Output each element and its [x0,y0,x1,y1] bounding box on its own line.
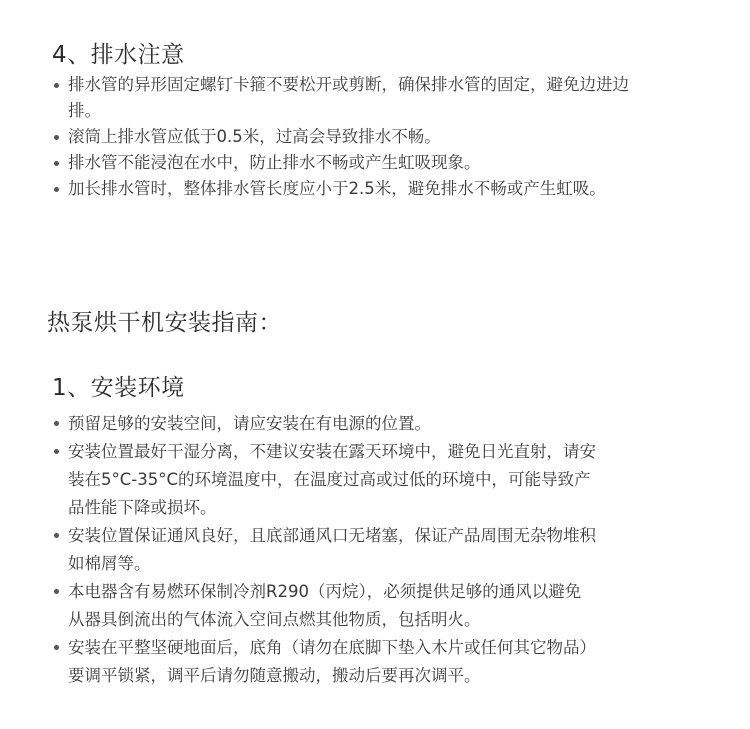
list-item-line: 如棉屑等。 [68,554,151,573]
list-item [54,578,674,634]
install-section-heading: 1、安装环境 [52,375,185,401]
list-item-line: 预留足够的安装空间，请应安装在有电源的位置。 [68,414,431,433]
list-item-line: 本电器含有易燃环保制冷剂R290（丙烷），必须提供足够的通风以避免 [68,582,582,601]
list-item-line: 品性能下降或损坏。 [68,498,217,517]
bullet-dot-icon [54,645,59,650]
list-item [54,634,674,690]
list-item-line: 加长排水管时，整体排水管长度应小于2.5米，避免排水不畅或产生虹吸。 [68,179,606,198]
list-item [54,410,674,438]
bullet-dot-icon [54,161,59,166]
list-item-line: 从器具倒流出的气体流入空间点燃其他物质，包括明火。 [68,610,481,629]
bullet-dot-icon [54,533,59,538]
list-item [54,72,716,124]
bullet-dot-icon [54,421,59,426]
list-item-line: 排水管不能浸泡在水中，防止排水不畅或产生虹吸现象。 [68,153,481,172]
list-item-line: 排。 [68,101,101,120]
list-item-line: 装在5°C-35°C的环境温度中，在温度过高或过低的环境中，可能导致产 [68,470,591,489]
list-item-line: 滚筒上排水管应低于0.5米，过高会导致排水不畅。 [68,127,441,146]
list-item [54,124,716,150]
list-item [54,176,716,202]
bullet-dot-icon [54,589,59,594]
bullet-dot-icon [54,135,59,140]
list-item-line: 要调平锁紧，调平后请勿随意搬动，搬动后要再次调平。 [68,666,481,685]
list-item-line: 安装位置保证通风良好，且底部通风口无堵塞，保证产品周围无杂物堆积 [68,526,596,545]
drain-notes-list [54,72,716,202]
install-environment-list [54,410,674,690]
list-item [54,438,674,522]
bullet-dot-icon [54,83,59,88]
list-item-line: 安装在平整坚硬地面后，底角（请勿在底脚下垫入木片或任何其它物品） [68,638,596,657]
guide-title: 热泵烘干机安装指南： [47,310,282,336]
bullet-dot-icon [54,187,59,192]
list-item-line: 安装位置最好干湿分离，不建议安装在露天环境中，避免日光直射，请安 [68,442,596,461]
bullet-dot-icon [54,449,59,454]
list-item [54,150,716,176]
list-item-line: 排水管的异形固定螺钉卡箍不要松开或剪断，确保排水管的固定，避免边进边 [68,75,629,94]
drain-section-heading: 4、排水注意 [52,42,185,68]
list-item [54,522,674,578]
